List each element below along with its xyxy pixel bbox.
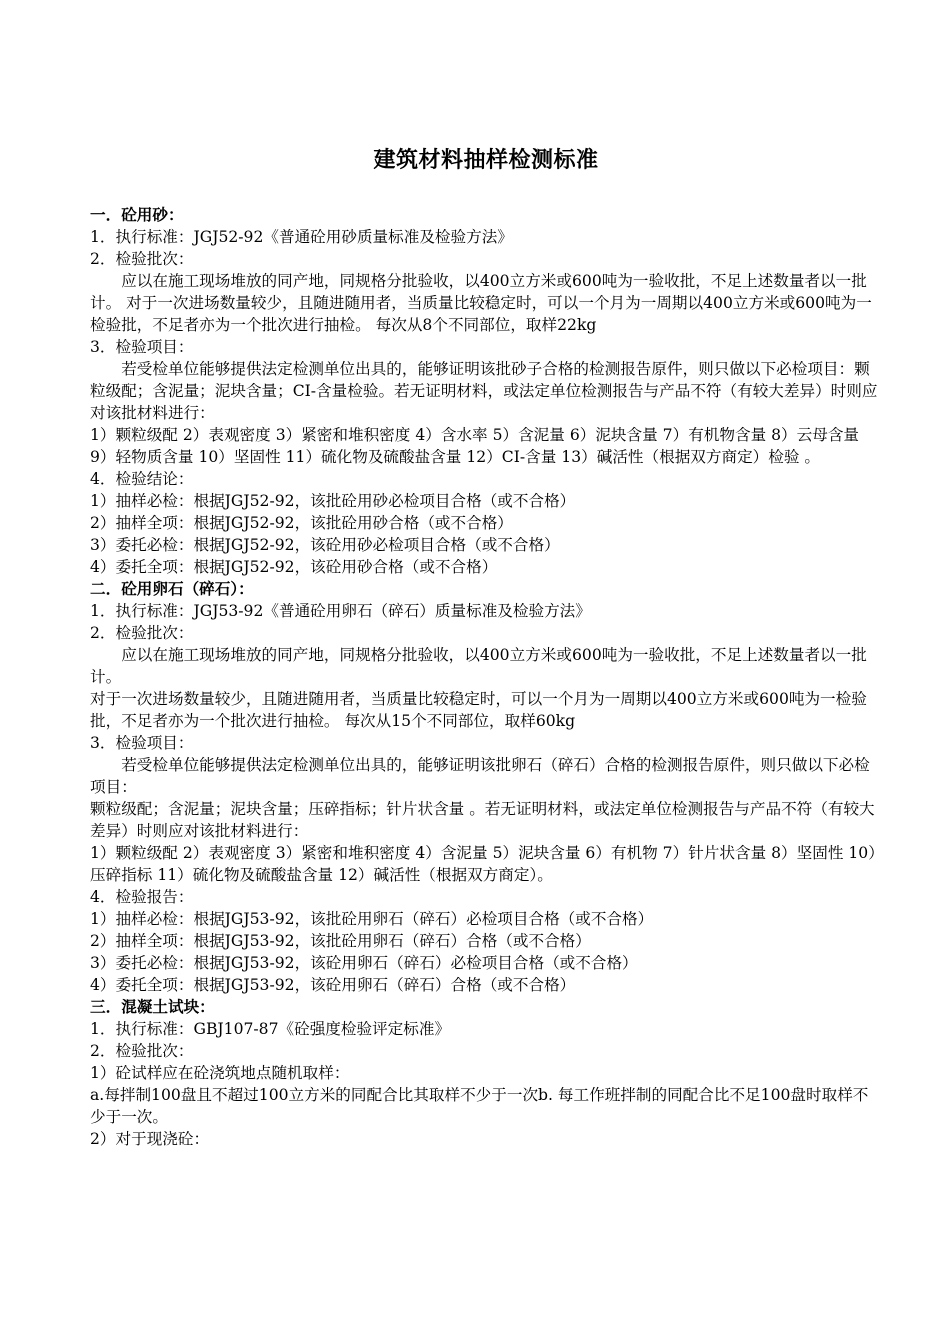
body-paragraph: 4）委托全项：根据JGJ53-92，该砼用卵石（碎石）合格（或不合格）: [90, 976, 576, 994]
body-paragraph: 应以在施工现场堆放的同产地，同规格分批验收，以400立方米或600吨为一验收批，不足上述数量者以一批计。: [90, 646, 867, 686]
body-paragraph: 4）委托全项：根据JGJ52-92，该砼用砂合格（或不合格）: [90, 558, 498, 576]
section-heading: 一．砼用砂：: [90, 206, 184, 224]
body-paragraph: 1．执行标准：JGJ53-92《普通砼用卵石（碎石）质量标准及检验方法》: [90, 602, 591, 620]
body-paragraph: 3．检验项目：: [90, 338, 194, 356]
body-paragraph: 2．检验批次：: [90, 1042, 194, 1060]
body-paragraph: 若受检单位能够提供法定检测单位出具的，能够证明该批砂子合格的检测报告原件，则只做以下必检项目：颗粒级配；含泥量；泥块含量；CI-含量检验。若无证明材料，或法定单位检测报告与产品不符（有较大差异）时则应对该批材料进行：: [90, 360, 878, 422]
body-paragraph: 2）对于现浇砼：: [90, 1130, 210, 1148]
body-paragraph: 对于一次进场数量较少，且随进随用者，当质量比较稳定时，可以一个月为一周期以400立方米或600吨为一检验批，不足者亦为一个批次进行抽检。 每次从15个不同部位，取样60kg: [90, 690, 867, 730]
body-paragraph: 1）抽样必检：根据JGJ53-92，该批砼用卵石（碎石）必检项目合格（或不合格）: [90, 910, 654, 928]
body-paragraph: 1．执行标准：JGJ52-92《普通砼用砂质量标准及检验方法》: [90, 228, 513, 246]
section-heading: 三．混凝土试块：: [90, 998, 215, 1016]
body-paragraph: 1．执行标准：GBJ107-87《砼强度检验评定标准》: [90, 1020, 451, 1038]
body-paragraph: 2）抽样全项：根据JGJ52-92，该批砼用砂合格（或不合格）: [90, 514, 513, 532]
section-heading: 二．砼用卵石（碎石）：: [90, 580, 254, 598]
body-paragraph: 1）抽样必检：根据JGJ52-92，该批砼用砂必检项目合格（或不合格）: [90, 492, 576, 510]
body-paragraph: 2．检验批次：: [90, 624, 194, 642]
body-paragraph: 颗粒级配；含泥量；泥块含量；压碎指标；针片状含量 。若无证明材料，或法定单位检测报告与产品不符（有较大差异）时则应对该批材料进行：: [90, 800, 875, 840]
body-paragraph: 4．检验报告：: [90, 888, 194, 906]
body-paragraph: 4．检验结论：: [90, 470, 194, 488]
body-paragraph: 应以在施工现场堆放的同产地，同规格分批验收，以400立方米或600吨为一验收批，不足上述数量者以一批计。 对于一次进场数量较少，且随进随用者，当质量比较稳定时，可以一个月为一周期以400立方米或600吨为一检验批，不足者亦为一个批次进行抽检。 每次从8个不同部位，取样22kg: [90, 272, 872, 334]
document-body: [90, 204, 880, 1150]
body-paragraph: a.每拌制100盘且不超过100立方米的同配合比其取样不少于一次b. 每工作班拌制的同配合比不足100盘时取样不少于一次。: [90, 1086, 869, 1126]
document-title: 建筑材料抽样检测标准: [373, 148, 599, 173]
body-paragraph: 1）颗粒级配 2）表观密度 3）紧密和堆积密度 4）含泥量 5）泥块含量 6）有机物 7）针片状含量 8）坚固性 10）压碎指标 11）硫化物及硫酸盐含量 12）碱活性（根据双方商定）。: [90, 844, 877, 884]
body-paragraph: 2．检验批次：: [90, 250, 194, 268]
body-paragraph: 3）委托必检：根据JGJ53-92，该砼用卵石（碎石）必检项目合格（或不合格）: [90, 954, 638, 972]
body-paragraph: 3．检验项目：: [90, 734, 194, 752]
body-paragraph: 2）抽样全项：根据JGJ53-92，该批砼用卵石（碎石）合格（或不合格）: [90, 932, 591, 950]
body-paragraph: 3）委托必检：根据JGJ52-92，该砼用砂必检项目合格（或不合格）: [90, 536, 560, 554]
body-paragraph: 1）砼试样应在砼浇筑地点随机取样：: [90, 1064, 350, 1082]
body-paragraph: 1）颗粒级配 2）表观密度 3）紧密和堆积密度 4）含水率 5）含泥量 6）泥块含量 7）有机物含量 8）云母含量 9）轻物质含量 10）坚固性 11）硫化物及硫酸盐含量 12）CI-含量 13）碱活性（根据双方商定）检验 。: [90, 426, 860, 466]
body-paragraph: 若受检单位能够提供法定检测单位出具的，能够证明该批卵石（碎石）合格的检测报告原件，则只做以下必检项目：: [90, 756, 870, 796]
